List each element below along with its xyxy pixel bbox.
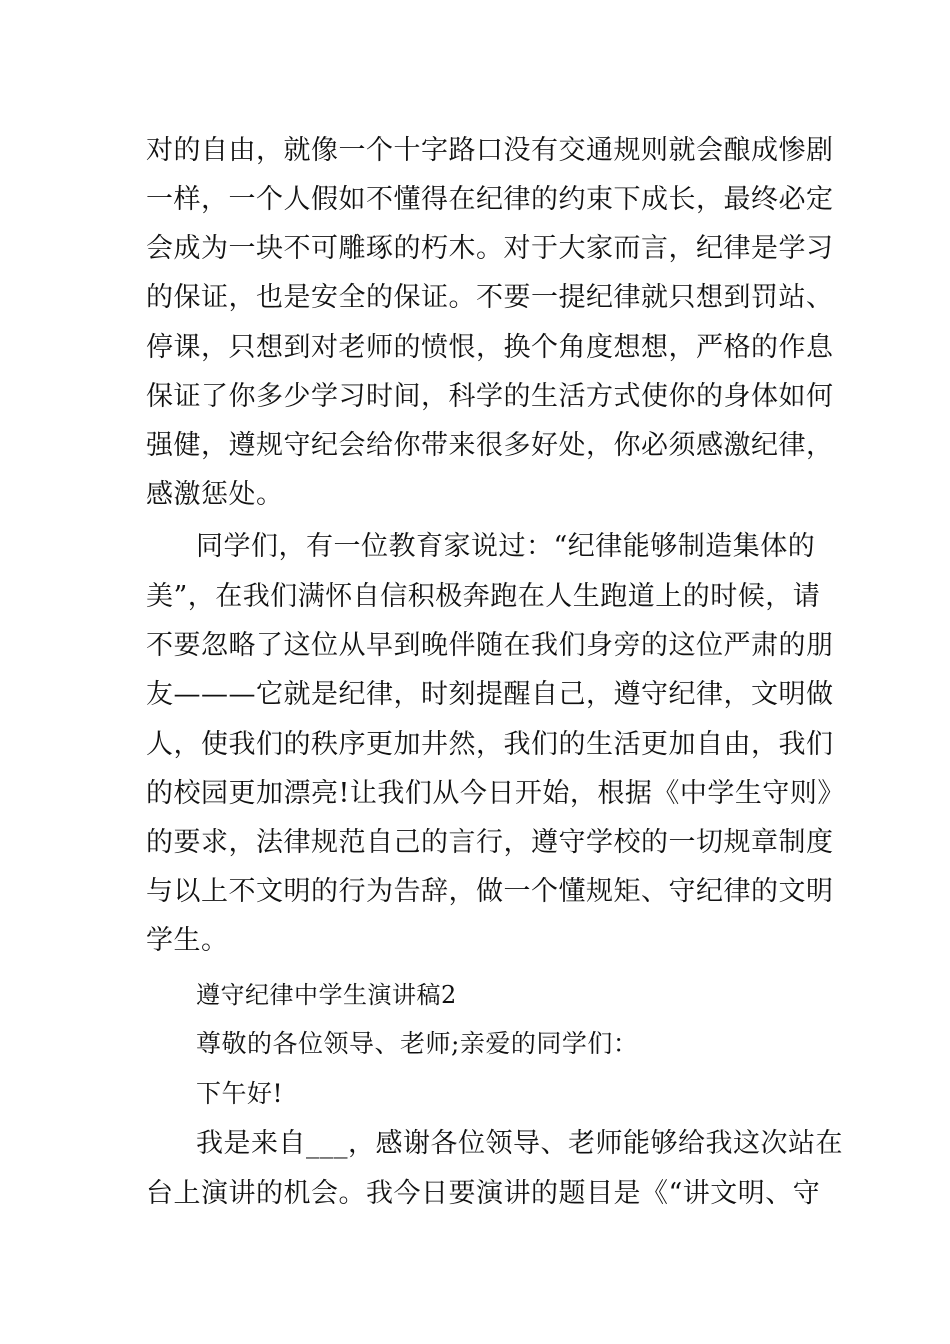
- text-line: 与以上不文明的行为告辞，做一个懂规矩、守纪律的文明: [146, 876, 834, 907]
- paragraph-start: 我是来自___，感谢各位领导、老师能够给我这次站在: [196, 1128, 843, 1159]
- text-line: 的要求，法律规范自己的言行，遵守学校的一切规章制度: [146, 827, 834, 858]
- speech-title: 遵守纪律中学生演讲稿2: [196, 981, 457, 1009]
- greeting: 下午好!: [196, 1079, 284, 1108]
- paragraph-start: 同学们，有一位教育家说过：“纪律能够制造集体的: [196, 531, 816, 562]
- text-line: 的保证，也是安全的保证。不要一提纪律就只想到罚站、: [146, 282, 834, 313]
- text-line: 感激惩处。: [146, 479, 284, 510]
- text-line: 保证了你多少学习时间，科学的生活方式使你的身体如何: [146, 381, 834, 412]
- text-line: 美”，在我们满怀自信积极奔跑在人生跑道上的时候，请: [146, 581, 821, 612]
- text-line: 对的自由，就像一个十字路口没有交通规则就会酿成惨剧: [146, 135, 834, 166]
- text-line: 台上演讲的机会。我今日要演讲的题目是《“讲文明、守: [146, 1178, 821, 1209]
- text-line: 强健，遵规守纪会给你带来很多好处，你必须感激纪律，: [146, 430, 834, 461]
- salutation: 尊敬的各位领导、老师;亲爱的同学们：: [196, 1029, 639, 1058]
- text-line: 停课，只想到对老师的愤恨，换个角度想想，严格的作息: [146, 332, 834, 363]
- text-line: 学生。: [146, 925, 229, 956]
- text-line: 一样，一个人假如不懂得在纪律的约束下成长，最终必定: [146, 184, 834, 215]
- text-line: 人，使我们的秩序更加井然，我们的生活更加自由，我们: [146, 729, 834, 760]
- text-line: 的校园更加漂亮!让我们从今日开始，根据《中学生守则》: [146, 778, 845, 809]
- text-line: 不要忽略了这位从早到晚伴随在我们身旁的这位严肃的朋: [146, 630, 834, 661]
- text-line: 会成为一块不可雕琢的朽木。对于大家而言，纪律是学习: [146, 233, 834, 264]
- text-line: 友———它就是纪律，时刻提醒自己，遵守纪律，文明做: [146, 679, 834, 710]
